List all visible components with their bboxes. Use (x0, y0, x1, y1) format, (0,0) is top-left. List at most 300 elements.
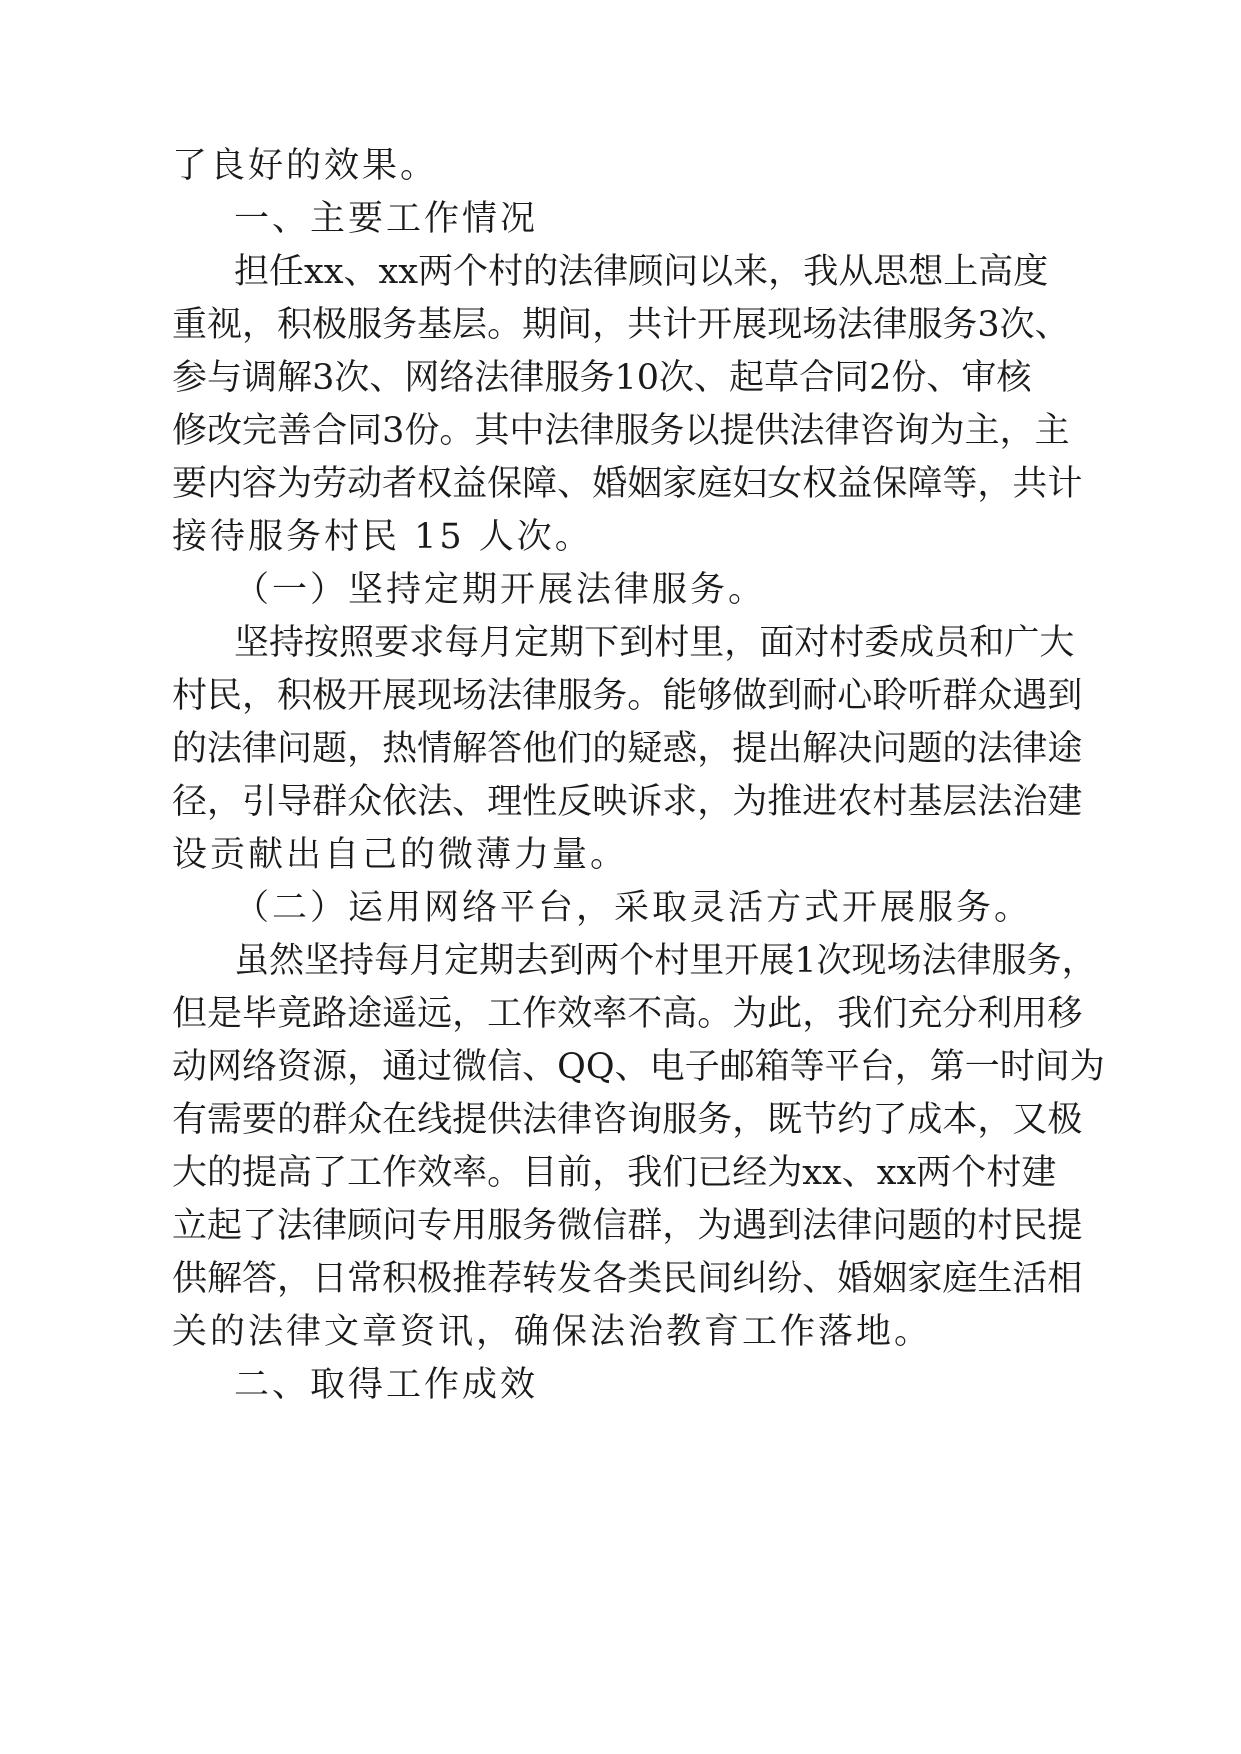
text-glyph: 提 (732, 729, 768, 769)
text-glyph: xx (802, 1153, 842, 1193)
text-glyph: 现 (767, 305, 803, 345)
text-glyph: 的 (942, 1206, 978, 1246)
text-glyph: 、 (802, 1259, 838, 1299)
text-glyph: 常 (347, 1259, 383, 1299)
text-glyph: 微 (557, 1206, 593, 1246)
text-glyph: 心 (837, 676, 873, 716)
text-glyph: 去 (514, 941, 550, 981)
text-glyph: 要 (172, 464, 208, 504)
text-glyph: 间 (697, 1259, 733, 1299)
text-glyph: 共 (1012, 464, 1048, 504)
text-glyph: 。 (487, 1153, 523, 1193)
text-glyph: 通 (382, 1047, 418, 1087)
text-line (172, 349, 1032, 407)
text-glyph: 各 (592, 1259, 628, 1299)
text-glyph: 员 (934, 623, 970, 663)
text-glyph: 作 (522, 994, 558, 1034)
text-glyph: 题 (312, 729, 348, 769)
text-glyph: 民 (1012, 1206, 1048, 1246)
text-glyph: ， (894, 1047, 930, 1087)
text-glyph: 建 (1021, 1153, 1057, 1193)
text-glyph: 问 (277, 729, 313, 769)
text-glyph: 是 (207, 994, 243, 1034)
text-glyph: 持 (339, 941, 375, 981)
text-glyph: 询 (627, 1100, 663, 1140)
text-glyph: 面 (759, 623, 795, 663)
text-line (234, 932, 1097, 990)
text-glyph: 竟 (277, 994, 313, 1034)
text-glyph: 微 (452, 1047, 488, 1087)
text-glyph: 问 (663, 252, 699, 292)
text-glyph: 权 (417, 464, 453, 504)
text-glyph: 调 (242, 358, 278, 398)
text-glyph: 群 (942, 676, 978, 716)
text-glyph: 中 (509, 411, 545, 451)
text-glyph: 遇 (1012, 676, 1048, 716)
text-glyph: 到 (619, 623, 655, 663)
text-line (172, 773, 1083, 831)
text-glyph: 为 (277, 464, 313, 504)
subsection-heading: （二）运用网络平台，采取灵活方式开展服务。 (234, 888, 1033, 928)
text-line (172, 1038, 1105, 1096)
text-glyph: ， (242, 676, 278, 716)
text-glyph: 络 (439, 358, 475, 398)
text-glyph: 现 (851, 941, 887, 981)
text-glyph: 的 (942, 729, 978, 769)
text-glyph: 务 (1026, 941, 1062, 981)
text-glyph: 路 (312, 994, 348, 1034)
text-glyph: 的 (172, 729, 208, 769)
text-glyph: 村 (829, 623, 865, 663)
text-glyph: 线 (417, 1100, 453, 1140)
text-glyph: 为 (1069, 1047, 1105, 1087)
text-glyph: 虽 (234, 941, 270, 981)
text-glyph: QQ (557, 1047, 615, 1087)
text-glyph: 现 (417, 676, 453, 716)
text-glyph: 个 (951, 1153, 987, 1193)
text-glyph: 法 (921, 941, 957, 981)
text-line (172, 1091, 1083, 1149)
text-glyph: 网 (404, 358, 440, 398)
text-glyph: 次 (816, 941, 852, 981)
text-glyph: 两 (584, 941, 620, 981)
text-glyph: ， (697, 782, 733, 822)
text-glyph: 修 (172, 411, 208, 451)
text-glyph: 大 (172, 1153, 208, 1193)
text-glyph: 用 (1012, 994, 1048, 1034)
text-glyph: 基 (417, 305, 453, 345)
text-glyph: 劳 (312, 464, 348, 504)
text-glyph: 动 (172, 1047, 208, 1087)
text-glyph: 服 (557, 676, 593, 716)
text-glyph: 律 (522, 676, 558, 716)
text-glyph: 积 (382, 1259, 418, 1299)
text-glyph: 服 (662, 1100, 698, 1140)
text-glyph: 婚 (592, 464, 628, 504)
text-glyph: 务 (592, 676, 628, 716)
text-glyph: 引 (242, 782, 278, 822)
text-glyph: 为 (732, 782, 768, 822)
text-glyph: 听 (907, 676, 943, 716)
text-glyph: 咨 (859, 411, 895, 451)
text-glyph: 女 (767, 464, 803, 504)
text-glyph: 个 (453, 252, 489, 292)
text-glyph: 律 (824, 411, 860, 451)
text-glyph: 法 (207, 729, 243, 769)
text-glyph: 主 (964, 411, 1000, 451)
text-glyph: 基 (907, 782, 943, 822)
text-glyph: 又 (1012, 1100, 1048, 1140)
text-glyph: 服 (487, 1206, 523, 1246)
text-glyph: 权 (802, 464, 838, 504)
text-glyph: 次 (334, 358, 370, 398)
text-glyph: 咨 (592, 1100, 628, 1140)
text-glyph: 2 (869, 358, 892, 398)
text-glyph: 邮 (719, 1047, 755, 1087)
text-glyph: 、 (926, 358, 962, 398)
text-glyph: 两 (418, 252, 454, 292)
text-glyph: 能 (662, 676, 698, 716)
text-glyph: 律 (956, 941, 992, 981)
text-glyph: 效 (417, 1153, 453, 1193)
text-glyph: 转 (522, 1259, 558, 1299)
text-glyph: 次 (659, 358, 695, 398)
text-glyph: 约 (837, 1100, 873, 1140)
text-glyph: 经 (732, 1153, 768, 1193)
text-glyph: 法 (977, 729, 1013, 769)
text-glyph: 效 (557, 994, 593, 1034)
text-glyph: 法 (522, 1100, 558, 1140)
text-glyph: 不 (627, 994, 663, 1034)
text-glyph: 法 (558, 252, 594, 292)
text-glyph: 了 (312, 1153, 348, 1193)
text-glyph: ， (347, 1047, 383, 1087)
text-line (172, 1197, 1083, 1255)
text-glyph: 高 (978, 252, 1014, 292)
text-glyph: 服 (544, 358, 580, 398)
text-line (172, 985, 1083, 1043)
text-glyph: 庭 (697, 464, 733, 504)
text-glyph: 惑 (662, 729, 698, 769)
text-glyph: 耐 (802, 676, 838, 716)
text-glyph: ， (592, 305, 628, 345)
text-glyph: 电 (649, 1047, 685, 1087)
text-glyph: 此 (767, 994, 803, 1034)
text-glyph: 、 (557, 464, 593, 504)
text-glyph: 间 (557, 305, 593, 345)
text-line (172, 720, 1083, 778)
text-glyph: 过 (417, 1047, 453, 1087)
text-glyph: 委 (864, 623, 900, 663)
text-glyph: 极 (1047, 1100, 1083, 1140)
text-line: 设贡献出自己的微薄力量。 (172, 835, 629, 875)
text-glyph: 1 (794, 941, 817, 981)
text-glyph: ， (207, 782, 243, 822)
text-glyph: 层 (452, 305, 488, 345)
text-glyph: 高 (277, 1153, 313, 1193)
text-glyph: 3 (382, 411, 405, 451)
text-glyph: 高 (662, 994, 698, 1034)
text-glyph: 途 (347, 994, 383, 1034)
text-glyph: 律 (872, 305, 908, 345)
text-glyph: 和 (969, 623, 1005, 663)
text-glyph: 解 (802, 729, 838, 769)
text-glyph: 推 (767, 782, 803, 822)
text-glyph: 服 (991, 941, 1027, 981)
text-glyph: 我 (837, 994, 873, 1034)
text-glyph: 疑 (627, 729, 663, 769)
text-glyph: 律 (593, 252, 629, 292)
text-glyph: ， (452, 994, 488, 1034)
text-glyph: 。 (697, 994, 733, 1034)
text-glyph: 期 (479, 941, 515, 981)
text-glyph: 务 (579, 358, 615, 398)
text-glyph: 聆 (872, 676, 908, 716)
text-glyph: 用 (452, 1206, 488, 1246)
text-glyph: 顾 (628, 252, 664, 292)
text-glyph: 期 (522, 305, 558, 345)
text-glyph: 展 (382, 676, 418, 716)
text-glyph: 的 (523, 252, 559, 292)
text-glyph: 纷 (767, 1259, 803, 1299)
text-glyph: 既 (767, 1100, 803, 1140)
text-glyph: 极 (312, 305, 348, 345)
text-glyph: 次 (999, 305, 1035, 345)
text-glyph: 律 (1012, 729, 1048, 769)
text-glyph: 纠 (732, 1259, 768, 1299)
text-glyph: 起 (729, 358, 765, 398)
text-glyph: 、 (343, 252, 379, 292)
text-glyph: 们 (662, 1153, 698, 1193)
text-glyph: 日 (312, 1259, 348, 1299)
text-glyph: 反 (557, 782, 593, 822)
text-glyph: 利 (977, 994, 1013, 1034)
text-glyph: 理 (487, 782, 523, 822)
text-glyph: 月 (409, 941, 445, 981)
text-glyph: 要 (242, 1100, 278, 1140)
text-glyph: 益 (837, 464, 873, 504)
text-glyph: 荐 (487, 1259, 523, 1299)
text-glyph: 法 (789, 411, 825, 451)
text-glyph: 任 (269, 252, 305, 292)
text-glyph: 家 (662, 464, 698, 504)
text-glyph: 治 (1012, 782, 1048, 822)
text-glyph: 活 (1012, 1259, 1048, 1299)
text-glyph: 内 (207, 464, 243, 504)
text-glyph: 积 (277, 305, 313, 345)
text-glyph: 问 (872, 1206, 908, 1246)
text-glyph: 上 (943, 252, 979, 292)
text-glyph: 完 (242, 411, 278, 451)
text-glyph: 姻 (872, 1259, 908, 1299)
text-glyph: 箱 (754, 1047, 790, 1087)
text-glyph: 答 (487, 729, 523, 769)
text-glyph: 场 (886, 941, 922, 981)
text-glyph: ， (977, 464, 1013, 504)
text-glyph: 成 (907, 1100, 943, 1140)
text-glyph: 远 (417, 994, 453, 1034)
text-glyph: 进 (802, 782, 838, 822)
text-glyph: 。 (487, 305, 523, 345)
text-glyph: 为 (929, 411, 965, 451)
text-glyph: 众 (977, 676, 1013, 716)
text-glyph: 专 (417, 1206, 453, 1246)
text-glyph: 解 (452, 729, 488, 769)
text-glyph: 开 (347, 676, 383, 716)
text-glyph: 求 (409, 623, 445, 663)
text-glyph: 法 (977, 782, 1013, 822)
text-glyph: 已 (697, 1153, 733, 1193)
text-glyph: 视 (207, 305, 243, 345)
text-glyph: 情 (417, 729, 453, 769)
text-glyph: ， (242, 305, 278, 345)
text-glyph: 到 (767, 1206, 803, 1246)
text-glyph: 同 (834, 358, 870, 398)
text-glyph: 服 (614, 411, 650, 451)
text-glyph: 坚 (234, 623, 270, 663)
text-glyph: 间 (1034, 1047, 1070, 1087)
text-glyph: ， (999, 411, 1035, 451)
text-glyph: 做 (732, 676, 768, 716)
text-glyph: 本 (942, 1100, 978, 1140)
text-glyph: 解 (207, 1259, 243, 1299)
text-glyph: 第 (929, 1047, 965, 1087)
text-glyph: 服 (347, 305, 383, 345)
text-glyph: 开 (697, 305, 733, 345)
text-glyph: 法 (544, 411, 580, 451)
text-glyph: 为 (732, 994, 768, 1034)
text-glyph: 重 (172, 305, 208, 345)
text-glyph: 草 (764, 358, 800, 398)
text-glyph: 益 (452, 464, 488, 504)
text-glyph: 法 (417, 782, 453, 822)
text-glyph: 相 (1047, 1259, 1083, 1299)
text-glyph: 里 (689, 623, 725, 663)
text-glyph: 思 (873, 252, 909, 292)
text-glyph: 下 (584, 623, 620, 663)
text-glyph: 提 (719, 411, 755, 451)
text-glyph: 充 (907, 994, 943, 1034)
text-glyph: 起 (207, 1206, 243, 1246)
text-glyph: ， (732, 1100, 768, 1140)
text-glyph: 合 (312, 411, 348, 451)
text-glyph: 、 (694, 358, 730, 398)
text-glyph: 问 (872, 729, 908, 769)
text-glyph: 律 (312, 1206, 348, 1246)
text-glyph: 务 (522, 1206, 558, 1246)
text-glyph: xx (304, 252, 344, 292)
text-glyph: 立 (172, 1206, 208, 1246)
text-glyph: 村 (488, 252, 524, 292)
text-glyph: 坚 (304, 941, 340, 981)
text-glyph: 遇 (732, 1206, 768, 1246)
text-glyph: 动 (347, 464, 383, 504)
text-line (172, 1144, 1057, 1202)
text-glyph: 毕 (242, 994, 278, 1034)
text-glyph: 等 (942, 464, 978, 504)
text-glyph: 容 (242, 464, 278, 504)
text-glyph: 依 (382, 782, 418, 822)
text-glyph: 担 (234, 252, 270, 292)
text-glyph: 3 (312, 358, 335, 398)
text-glyph: 村 (977, 1206, 1013, 1246)
text-glyph: 了 (242, 1206, 278, 1246)
text-glyph: 对 (794, 623, 830, 663)
text-glyph: 有 (172, 1100, 208, 1140)
text-glyph: 份 (891, 358, 927, 398)
text-glyph: 性 (522, 782, 558, 822)
text-glyph: 信 (487, 1047, 523, 1087)
text-glyph: 婚 (837, 1259, 873, 1299)
text-glyph: 姻 (627, 464, 663, 504)
text-glyph: 10 (614, 358, 660, 398)
text-glyph: 法 (277, 1206, 313, 1246)
text-glyph: 提 (242, 1153, 278, 1193)
text-glyph: 的 (277, 1100, 313, 1140)
text-glyph: 我 (803, 252, 839, 292)
text-glyph: 作 (382, 1153, 418, 1193)
text-glyph: 想 (908, 252, 944, 292)
text-glyph: 核 (996, 358, 1032, 398)
text-glyph: 答 (242, 1259, 278, 1299)
text-glyph: 但 (172, 994, 208, 1034)
text-glyph: xx (876, 1153, 917, 1193)
text-glyph: 律 (242, 729, 278, 769)
text-glyph: 等 (789, 1047, 825, 1087)
text-glyph: ， (724, 623, 760, 663)
text-glyph: 工 (487, 994, 523, 1034)
text-glyph: 广 (1004, 623, 1040, 663)
text-glyph: 、 (841, 1153, 877, 1193)
text-glyph: 民 (207, 676, 243, 716)
text-glyph: 径 (172, 782, 208, 822)
text-glyph: 建 (1047, 782, 1083, 822)
text-glyph: 到 (1047, 676, 1083, 716)
text-glyph: 、 (369, 358, 405, 398)
text-glyph: 度 (1013, 252, 1049, 292)
text-glyph: 子 (684, 1047, 720, 1087)
text-line (172, 455, 1083, 513)
text-glyph: 村 (872, 782, 908, 822)
text-glyph: 的 (592, 729, 628, 769)
text-glyph: 同 (347, 411, 383, 451)
text-glyph: 群 (312, 782, 348, 822)
text-glyph: 问 (382, 1206, 418, 1246)
text-glyph: 到 (767, 676, 803, 716)
text-glyph: 一 (964, 1047, 1000, 1087)
text-glyph: 服 (907, 305, 943, 345)
text-glyph: 持 (269, 623, 305, 663)
text-glyph: 供 (172, 1259, 208, 1299)
text-glyph: 为 (697, 1206, 733, 1246)
text-glyph: 提 (452, 1100, 488, 1140)
text-glyph: 法 (487, 676, 523, 716)
text-glyph: 移 (1047, 994, 1083, 1034)
text-glyph: 律 (557, 1100, 593, 1140)
text-glyph: 他 (522, 729, 558, 769)
text-glyph: 妇 (732, 464, 768, 504)
text-glyph: 律 (579, 411, 615, 451)
text-glyph: 主 (1034, 411, 1070, 451)
text-glyph: 分 (942, 994, 978, 1034)
text-glyph: ， (1061, 941, 1097, 981)
text-glyph: ， (697, 729, 733, 769)
text-glyph: 村 (654, 623, 690, 663)
text-glyph: 供 (754, 411, 790, 451)
text-glyph: ， (592, 1153, 628, 1193)
text-glyph: 期 (549, 623, 585, 663)
text-glyph: 与 (207, 358, 243, 398)
